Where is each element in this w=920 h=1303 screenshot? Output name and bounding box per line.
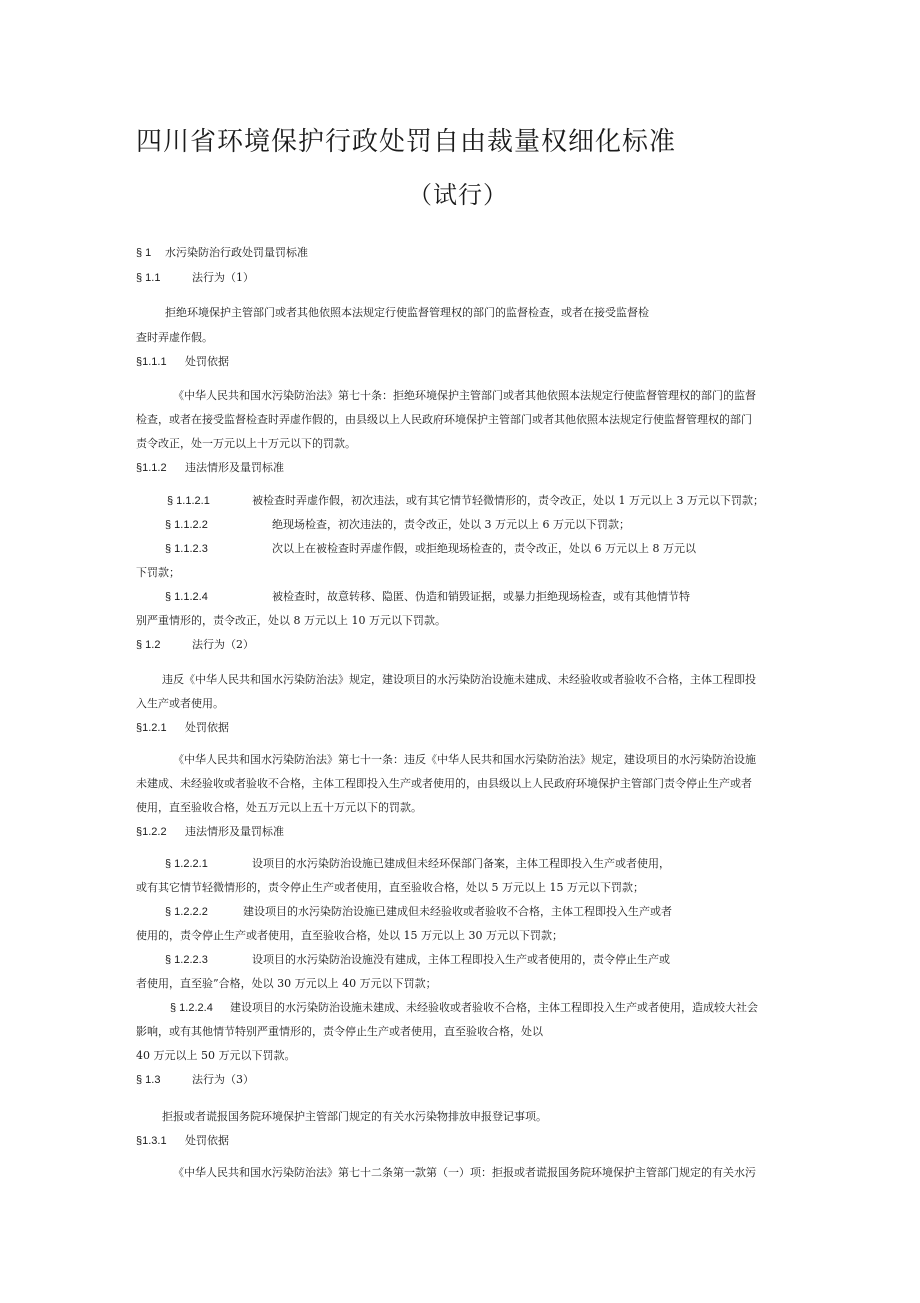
section-heading: 处罚依据 <box>185 355 229 368</box>
section-heading: 水污染防治行政处罚量罚标准 <box>165 246 308 259</box>
item-number: § 1.2.2.3 <box>165 954 208 966</box>
section-number: § 1.3 <box>136 1074 161 1086</box>
paragraph-line: 查时弄虚作假。 <box>136 331 213 344</box>
section-number: § 1.2 <box>136 639 161 651</box>
section-heading: 违法情形及量罚标准 <box>185 825 284 838</box>
paragraph-line: 拒绝环境保护主管部门或者其他依照本法规定行使监督管理权的部门的监督检查，或者在接受监督检 <box>165 306 649 319</box>
item-number: § 1.2.2.1 <box>165 858 208 870</box>
section-number: §1.3.1 <box>136 1135 167 1147</box>
item-text: 建设项目的水污染防治设施已建成但未经验收或者验收不合格，主体工程即投入生产或者 <box>243 905 672 918</box>
item-text: 绝现场检查，初次违法的，责令改正，处以 3 万元以上 6 万元以下罚款； <box>272 518 630 531</box>
item-text: 影响，或有其他情节特别严重情形的，责令停止生产或者使用，直至验收合格，处以 <box>136 1025 543 1038</box>
item-number: § 1.1.2.3 <box>165 543 208 555</box>
item-text: 别严重情形的，责令改正，处以 8 万元以上 10 万元以下罚款。 <box>136 614 446 627</box>
paragraph-line: 入生产或者使用。 <box>136 697 224 710</box>
item-text: 次以上在被检查时弄虚作假，或拒绝现场检查的，责令改正，处以 6 万元以上 8 万元以 <box>272 542 696 555</box>
item-text: 使用的，责令停止生产或者使用，直至验收合格，处以 15 万元以上 30 万元以下罚款； <box>136 929 563 942</box>
document-subtitle: （试行） <box>408 181 508 209</box>
paragraph-line: 拒报或者谎报国务院环境保护主管部门规定的有关水污染物排放申报登记事项。 <box>162 1110 547 1123</box>
section-heading: 违法情形及量罚标准 <box>185 461 284 474</box>
section-heading: 法行为（1） <box>192 271 254 284</box>
section-number: §1.1.1 <box>136 356 167 368</box>
section-number: § 1 <box>136 247 152 259</box>
document-title: 四川省环境保护行政处罚自由裁量权细化标准 <box>136 127 677 157</box>
item-number: § 1.1.2.4 <box>165 591 208 603</box>
item-text: 下罚款； <box>136 566 180 579</box>
item-text: 或有其它情节轻微情形的，责令停止生产或者使用，直至验收合格，处以 5 万元以上 15 万元以下罚款； <box>136 881 644 894</box>
paragraph-line: 违反《中华人民共和国水污染防治法》规定，建设项目的水污染防治设施未建成、未经验收或者验收不合格，主体工程即投 <box>162 673 756 686</box>
paragraph-line: 使用，直至验收合格，处五万元以上五十万元以下的罚款。 <box>136 801 422 814</box>
item-text: 建设项目的水污染防治设施未建成、未经验收或者验收不合格，主体工程即投入生产或者使用，造成较大社会 <box>230 1001 758 1014</box>
section-number: §1.2.1 <box>136 722 167 734</box>
paragraph-line: 责令改正，处一万元以上十万元以下的罚款。 <box>136 437 356 450</box>
section-number: § 1.1 <box>136 272 161 284</box>
paragraph-line: 未建成、未经验收或者验收不合格，主体工程即投入生产或者使用的，由县级以上人民政府环境保护主管部门责令停止生产或者 <box>136 777 752 790</box>
item-number: § 1.2.2.2 <box>165 906 208 918</box>
item-text: 被检查时弄虚作假，初次违法，或有其它情节轻微情形的，责令改正，处以 1 万元以上 3 万元以下罚款； <box>252 494 764 507</box>
section-heading: 法行为（3） <box>192 1073 254 1086</box>
paragraph-line: 《中华人民共和国水污染防治法》第七十二条第一款第（一）项：拒报或者谎报国务院环境保护主管部门规定的有关水污 <box>173 1166 756 1179</box>
item-text: 40 万元以上 50 万元以下罚款。 <box>136 1049 296 1062</box>
section-heading: 处罚依据 <box>185 1134 229 1147</box>
item-number: § 1.2.2.4 <box>170 1002 213 1014</box>
paragraph-line: 检查，或者在接受监督检查时弄虚作假的，由县级以上人民政府环境保护主管部门或者其他依照本法规定行使监督管理权的部门 <box>136 413 752 426</box>
item-number: § 1.1.2.2 <box>165 519 208 531</box>
section-number: §1.2.2 <box>136 826 167 838</box>
item-number: § 1.1.2.1 <box>167 495 210 507</box>
item-text: 设项目的水污染防治设施没有建成，主体工程即投入生产或者使用的，责令停止生产或 <box>252 953 670 966</box>
paragraph-line: 《中华人民共和国水污染防治法》第七十一条：违反《中华人民共和国水污染防治法》规定，建设项目的水污染防治设施 <box>173 753 756 766</box>
item-text: 者使用，直至验”合格，处以 30 万元以上 40 万元以下罚款； <box>136 977 437 990</box>
paragraph-line: 《中华人民共和国水污染防治法》第七十条：拒绝环境保护主管部门或者其他依照本法规定行使监督管理权的部门的监督 <box>173 389 756 402</box>
section-number: §1.1.2 <box>136 462 167 474</box>
item-text: 被检查时，故意转移、隐匿、伪造和销毁证据，或暴力拒绝现场检查，或有其他情节特 <box>272 590 690 603</box>
section-heading: 法行为（2） <box>192 638 254 651</box>
item-text: 设项目的水污染防治设施已建成但未经环保部门备案，主体工程即投入生产或者使用， <box>252 857 670 870</box>
section-heading: 处罚依据 <box>185 721 229 734</box>
